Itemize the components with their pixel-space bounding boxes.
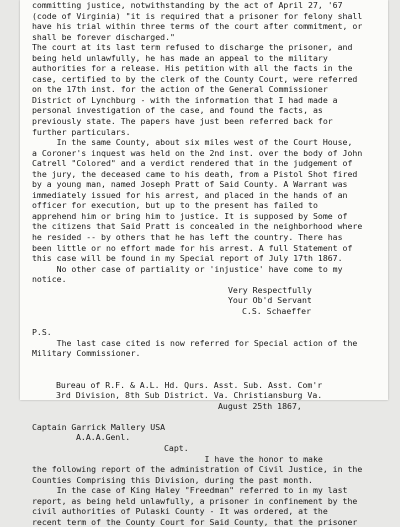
- postscript-body: [32, 338, 384, 359]
- body-text-line: he resided -- by others that he has left the country. There has: [32, 232, 343, 243]
- addressee-title-text: A.A.A.Genl.: [76, 432, 131, 443]
- salutation: [32, 443, 384, 454]
- typed-document: [32, 0, 384, 527]
- postscript-label: P.S.: [32, 326, 52, 337]
- addressee-name: Captain Garrick Mallery USA: [32, 421, 166, 432]
- postscript-text-line: Military Commissioner.: [32, 348, 141, 359]
- body-text-line: further particulars.: [32, 126, 131, 137]
- date-text: August 25th 1867,: [218, 400, 302, 411]
- signature-closing: [32, 285, 384, 296]
- letter-date: [32, 401, 384, 412]
- body-text-line: The court at its last term refused to discharge the prisoner, and: [32, 42, 353, 53]
- addressee-title: [32, 432, 384, 443]
- body-text-line: immediately issued for his arrest, and placed in the hands of an: [32, 189, 348, 200]
- report-body-part-2: [32, 454, 384, 527]
- letterhead-line-2: [32, 390, 384, 401]
- signature-name: [32, 306, 384, 317]
- body-text-line: the citizens that Said Pratt is concealed in the neighborhood where: [32, 221, 363, 232]
- signer-name: C.S. Schaeffer: [242, 305, 312, 316]
- body-text-line: previously state. The papers have just been referred back for: [32, 116, 333, 127]
- body-text-line: a Coroner's inquest was held on the 2nd inst. over the body of John: [32, 147, 363, 158]
- body-text-line: Catrell "Colored" and a verdict rendered that in the judgement of: [32, 158, 353, 169]
- signature-servant: [32, 295, 384, 306]
- body-text-line: personal investigation of the case, and found the facts, as: [32, 105, 323, 116]
- salutation-text: Capt.: [164, 442, 189, 453]
- body-text-line: Counties Comprising this Division, during the past month.: [32, 474, 313, 485]
- body-text-line: on the 17th inst. for the action of the General Commissioner: [32, 84, 328, 95]
- body-text-line: In the same County, about six miles west of the Court House,: [32, 137, 353, 148]
- body-text-line: I have the honor to make: [32, 453, 323, 464]
- body-text-line: officer for execution, but up to the present has failed to: [32, 200, 318, 211]
- body-text-line: committing justice, notwithstanding by the act of April 27, '67: [32, 0, 343, 10]
- body-text-line: have his trial within three terms of the court after commitment, or: [32, 21, 363, 32]
- letterhead-text-1: Bureau of R.F. & A.L. Hd. Qurs. Asst. Sub. Asst. Com'r: [56, 379, 323, 390]
- servant-text: Your Ob'd Servant: [228, 295, 312, 306]
- postscript-text-line: The last case cited is now referred for Special action of the: [32, 337, 358, 348]
- body-text-line: civil authorities of Pulaski County - It was ordered, at the: [32, 506, 328, 517]
- body-text-line: report, as being held unlawfully, a prisoner in confinement by the: [32, 495, 358, 506]
- body-text-line: this case will be found in my Special report of July 17th 1867.: [32, 253, 343, 264]
- body-text-line: the jury, the deceased came to his death, from a Pistol Shot fired: [32, 168, 358, 179]
- report-body-part-1: [32, 0, 384, 285]
- body-text-line: authorities for a release. His petition with all the facts in the: [32, 63, 353, 74]
- closing-text: Very Respectfully: [228, 284, 312, 295]
- body-text-line: by a young man, named Joseph Pratt of Said County. A Warrant was: [32, 179, 348, 190]
- body-text-line: case, certified to by the clerk of the County Court, were referred: [32, 73, 358, 84]
- body-text-line: apprehend him or bring him to justice. It is supposed by Some of: [32, 210, 348, 221]
- body-text-line: recent term of the County Court for Said County, that the prisoner: [32, 516, 358, 527]
- body-text-line: In the case of King Haley "Freedman" referred to in my last: [32, 485, 348, 496]
- document-page: [20, 0, 388, 527]
- letterhead-line-1: [32, 380, 384, 391]
- body-text-line: (code of Virginia) "it is required that a prisoner for felony shall: [32, 10, 363, 21]
- body-text-line: being held unlawfully, he has made an appeal to the military: [32, 52, 328, 63]
- body-text-line: District of Lynchburg - with the information that I had made a: [32, 94, 338, 105]
- body-text-line: been little or no effort made for his arrest. A full Statement of: [32, 242, 353, 253]
- body-text-line: the following report of the administration of Civil Justice, in the: [32, 464, 363, 475]
- body-text-line: No other case of partiality or 'injustice' have come to my: [32, 263, 343, 274]
- letterhead-text-2: 3rd Division, 8th Sub District. Va. Christiansburg Va.: [56, 390, 323, 401]
- body-text-line: notice.: [32, 274, 67, 285]
- body-text-line: shall be forever discharged.": [32, 31, 175, 42]
